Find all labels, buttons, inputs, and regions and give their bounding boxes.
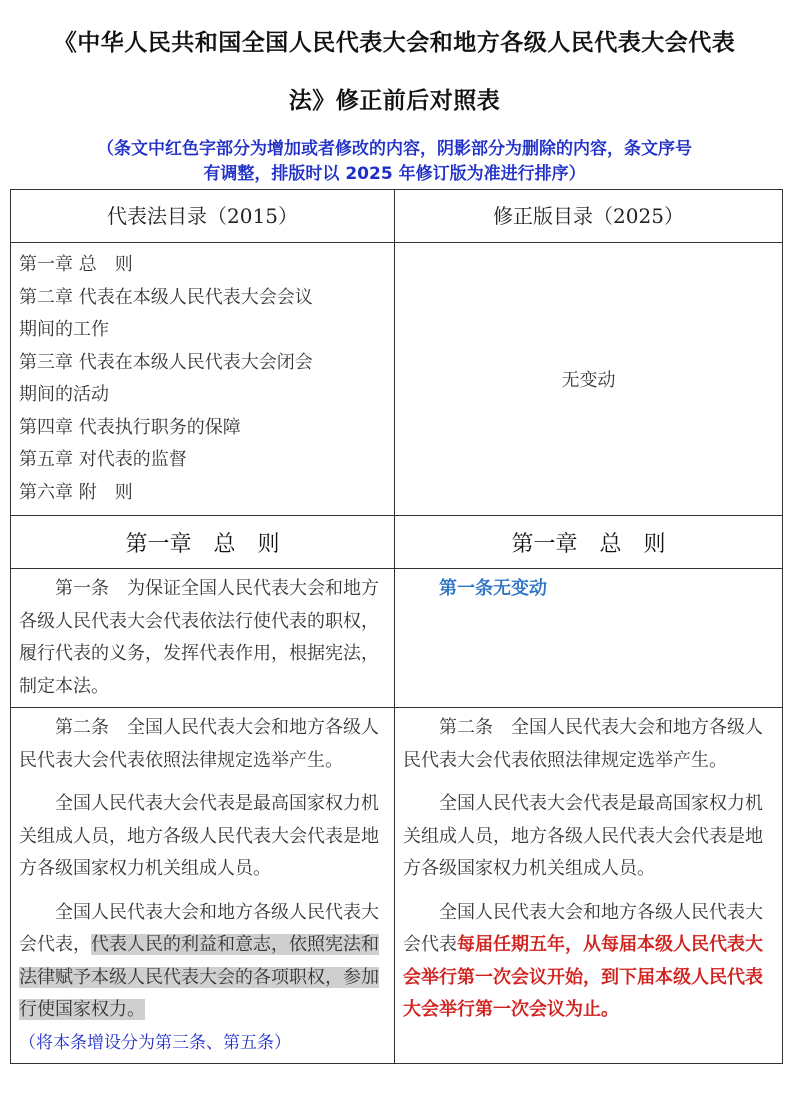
- article2-left-p2: 全国人民代表大会代表是最高国家权力机关组成人员，地方各级人民代表大会代表是地方各级国家权力机关组成人员。: [19, 793, 379, 879]
- comparison-table: [10, 189, 783, 1064]
- table-header-row: [11, 190, 783, 243]
- toc-row: [11, 243, 783, 516]
- article2-right-p3-plain: 全国人民代表大会和地方各级人民代表大会代表: [403, 901, 763, 955]
- toc-left: [11, 243, 395, 516]
- article1-left: [11, 569, 395, 708]
- article2-left-note: （将本条增设分为第三条、第五条）: [19, 1032, 291, 1053]
- toc-item: 第一章 总 则: [19, 254, 133, 275]
- article2-right-p1: 第二条 全国人民代表大会和地方各级人民代表大会代表依照法律规定选举产生。: [403, 717, 763, 771]
- article1-right-text: 第一条无变动: [439, 578, 547, 599]
- legend-note-line-2: 有调整，排版时以 2025 年修订版为准进行排序）: [203, 164, 586, 184]
- toc-item: 第六章 附 则: [19, 481, 133, 503]
- article2-left-p3: [19, 897, 388, 1027]
- article2-right-p3-added: 每届任期五年，从每届本级人民代表大会举行第一次会议开始，到下届本级人民代表大会举行第一次会议为止。: [403, 934, 763, 1020]
- toc-item: 第二章 代表在本级人民代表大会会议: [19, 286, 313, 308]
- toc-item: 第五章 对代表的监督: [19, 449, 187, 470]
- header-left: 代表法目录（2015）: [11, 190, 395, 243]
- toc-item: 第四章 代表执行职务的保障: [19, 416, 241, 438]
- article2-right-p3: [403, 897, 776, 1027]
- article2-left-p3-deleted: 代表人民的利益和意志，依照宪法和法律赋予本级人民代表大会的各项职权，参加行使国家权力。: [19, 934, 379, 1020]
- article2-left: [11, 708, 395, 1064]
- article2-right: [395, 708, 783, 1064]
- article2-left-note-wrap: [19, 1027, 388, 1060]
- legend-note-line-1: （条文中红色字部分为增加或者修改的内容，阴影部分为删除的内容，条文序号: [97, 139, 692, 159]
- toc-item: 第三章 代表在本级人民代表大会闭会: [19, 351, 313, 373]
- article2-left-p1: 第二条 全国人民代表大会和地方各级人民代表大会代表依照法律规定选举产生。: [19, 717, 379, 771]
- toc-right-no-change: 无变动: [395, 243, 783, 516]
- toc-item: 期间的活动: [19, 384, 109, 405]
- chapter-row: [11, 516, 783, 569]
- article1-left-text: 第一条 为保证全国人民代表大会和地方各级人民代表大会代表依法行使代表的职权，履行代表的义务，发挥代表作用，根据宪法，制定本法。: [19, 578, 379, 697]
- chapter1-left: 第一章 总 则: [11, 516, 395, 569]
- article2-right-p2: 全国人民代表大会代表是最高国家权力机关组成人员，地方各级人民代表大会代表是地方各级国家权力机关组成人员。: [403, 793, 763, 879]
- title-line-2: 法》修正前后对照表: [288, 88, 501, 114]
- article2-row: [11, 708, 783, 1064]
- article2-left-p3-plain: 全国人民代表大会和地方各级人民代表大会代表，: [19, 901, 379, 955]
- chapter1-right: 第一章 总 则: [395, 516, 783, 569]
- title-line-1: 《中华人民共和国全国人民代表大会和地方各级人民代表大会代表: [53, 30, 736, 56]
- article1-right: [395, 569, 783, 708]
- header-right: 修正版目录（2025）: [395, 190, 783, 243]
- toc-item: 期间的工作: [19, 319, 109, 340]
- article1-row: [11, 569, 783, 708]
